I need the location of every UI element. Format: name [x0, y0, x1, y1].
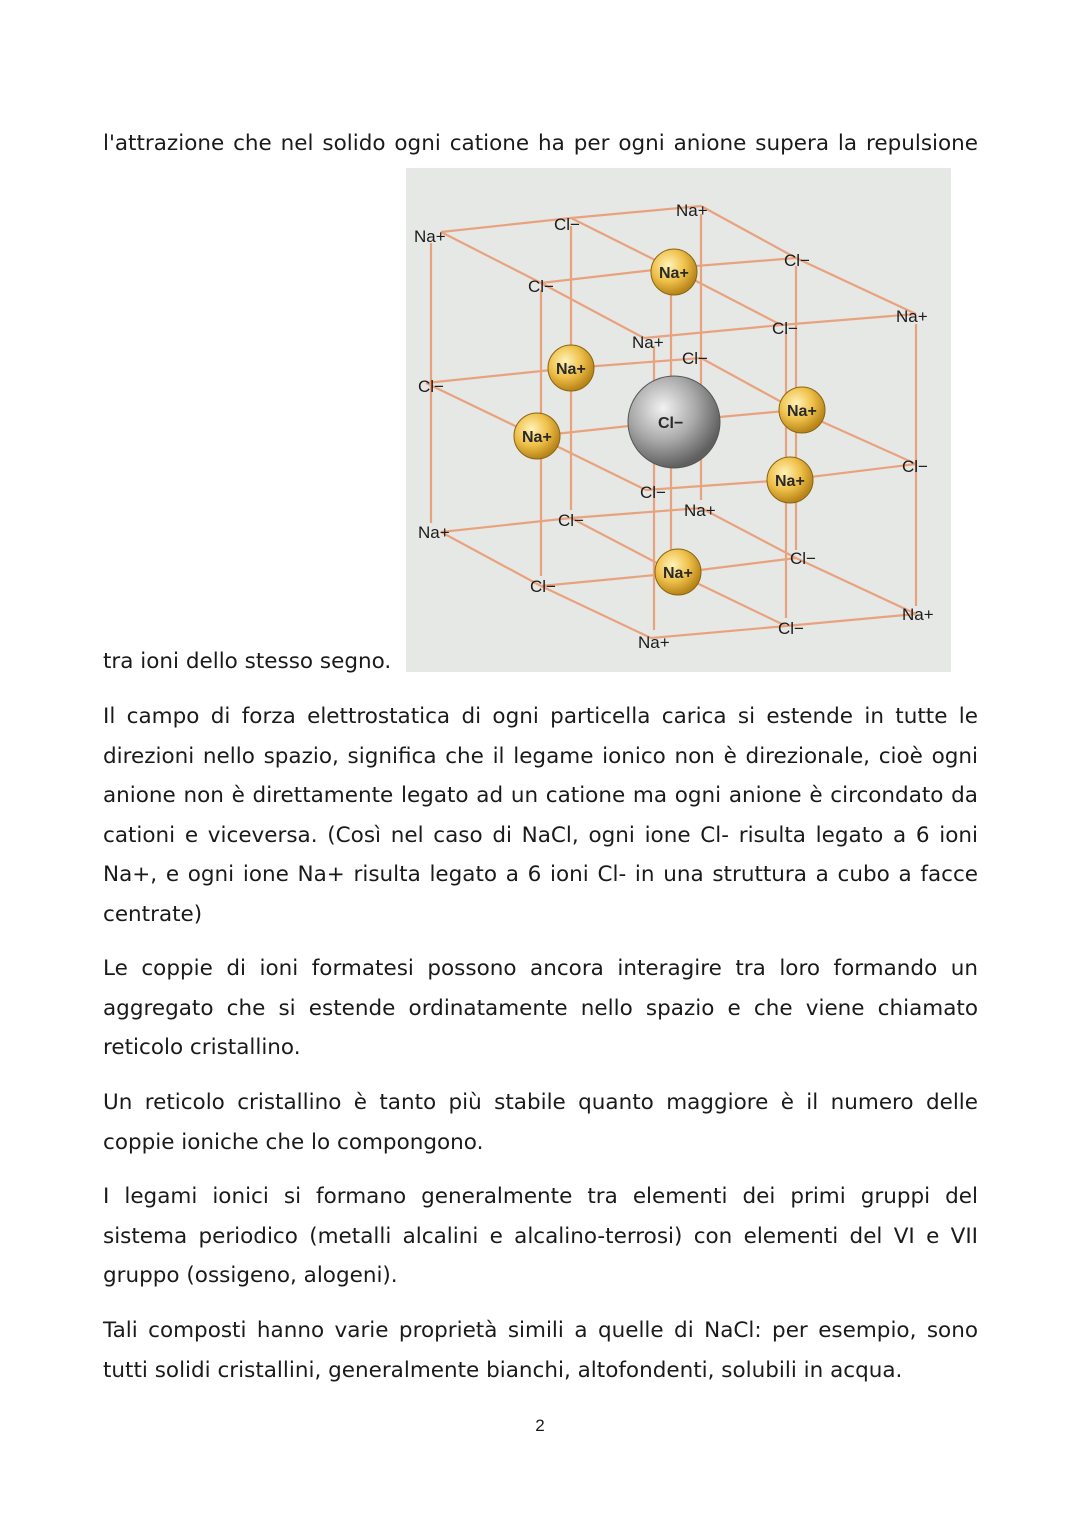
sodium-ball-label: Na+ [522, 429, 552, 446]
chloride-label: Cl− [902, 457, 928, 476]
sodium-ball-label: Na+ [787, 403, 817, 420]
sodium-ion-ball [779, 387, 825, 433]
sodium-ball-label: Na+ [556, 361, 586, 378]
sodium-ion-ball [767, 457, 813, 503]
sodium-ion-ball [548, 345, 594, 391]
sodium-ion-ball [651, 249, 697, 295]
paragraph: Il campo di forza elettrostatica di ogni particella carica si estende in tutte le direzioni nello spazio, significa che il legame ionico non è direzionale, cioè ogni anione non è direttamente legato ad un catione ma ogni anione è circondato da cationi e viceversa. (Così nel caso di NaCl, ogni ione Cl- risulta legato a 6 ioni Na+, e ogni ione Na+ risulta legato a 6 ioni Cl- in una struttura a cubo a facce centrate) [103, 704, 978, 927]
chloride-label: Cl− [784, 251, 810, 270]
chloride-label: Cl− [554, 215, 580, 234]
sodium-label: Na+ [684, 501, 716, 520]
chloride-label: Cl− [772, 319, 798, 338]
page-number: 2 [535, 1416, 545, 1435]
chloride-label: Cl− [682, 349, 708, 368]
sodium-label: Na+ [414, 227, 446, 246]
chloride-label: Cl− [640, 483, 666, 502]
chloride-label: Cl− [530, 577, 556, 596]
paragraph: Tali composti hanno varie proprietà simili a quelle di NaCl: per esempio, sono tutti solidi cristallini, generalmente bianchi, altofondenti, solubili in acqua. [103, 1318, 978, 1383]
chloride-label: Cl− [418, 377, 444, 396]
sodium-ion-ball [514, 413, 560, 459]
chloride-label: Cl− [528, 277, 554, 296]
sodium-label: Na+ [638, 633, 670, 652]
sodium-ball-label: Na+ [663, 565, 693, 582]
text-line-caption: tra ioni dello stesso segno. [103, 649, 392, 674]
center-chloride-label: Cl− [658, 415, 684, 432]
nacl-crystal-lattice-figure [406, 168, 951, 672]
text-line-top: l'attrazione che nel solido ogni catione ha per ogni anione supera la repulsione [103, 131, 978, 156]
sodium-ion-ball [655, 549, 701, 595]
lattice-svg [406, 168, 951, 672]
sodium-label: Na+ [632, 333, 664, 352]
paragraph: Un reticolo cristallino è tanto più stabile quanto maggiore è il numero delle coppie ioniche che lo compongono. [103, 1090, 978, 1155]
sodium-ball-label: Na+ [659, 265, 689, 282]
sodium-ball-label: Na+ [775, 473, 805, 490]
chloride-label: Cl− [558, 511, 584, 530]
sodium-label: Na+ [902, 605, 934, 624]
chloride-label: Cl− [790, 549, 816, 568]
paragraph: I legami ionici si formano generalmente tra elementi dei primi gruppi del sistema periodico (metalli alcalini e alcalino-terrosi) con elementi del VI e VII gruppo (ossigeno, alogeni). [103, 1184, 978, 1288]
sodium-label: Na+ [418, 523, 450, 542]
paragraph: Le coppie di ioni formatesi possono ancora interagire tra loro formando un aggregato che si estende ordinatamente nello spazio e che viene chiamato reticolo cristallino. [103, 956, 978, 1060]
sodium-label: Na+ [676, 201, 708, 220]
chloride-label: Cl− [778, 619, 804, 638]
sodium-label: Na+ [896, 307, 928, 326]
